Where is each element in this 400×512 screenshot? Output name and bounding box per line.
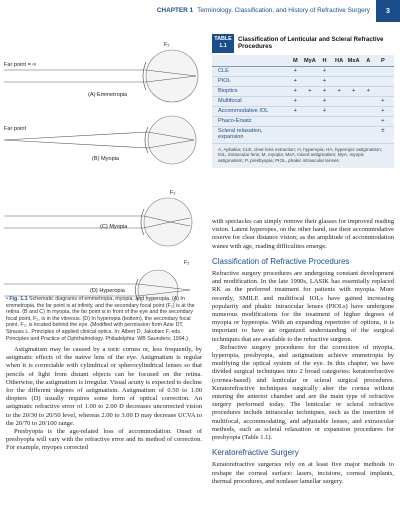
table-cell: + — [293, 88, 297, 95]
chapter-title: Terminology, Classification, and History of Refractive Surgery — [197, 7, 370, 14]
procedure-name: CLE — [218, 68, 229, 75]
procedure-name: Multifocal — [218, 98, 242, 105]
procedure-name: PIOL — [218, 78, 231, 85]
table-footnote: A, Aphakia; CLE, clear lens extraction; H, hyperopia; HA, hyperopic astigmatism; IOL, intraocular lens; M, myopia; MxA, mixed astigmatism; MyA, myopic astigmatism; P, presbyopia; PIOL, phakic intraocular lenses. — [218, 146, 382, 163]
table-cell: + — [322, 68, 327, 75]
panel-a-label: (A) Emmetropia — [88, 92, 128, 98]
table-tag — [212, 34, 234, 53]
table-cell: + — [293, 68, 297, 75]
table-cell: + — [322, 78, 327, 85]
table-row — [212, 107, 394, 117]
f2-label-d: F₂ — [184, 260, 190, 266]
keratorefractive-paragraph: Keratorefractive surgeries rely on at least five major methods to reshape the corneal surface: lasers, incisions, corneal implants, thermal procedures, and nonlaser lamellar surgery. — [212, 461, 394, 485]
far-point-infinity-label: Far point = ∞ — [4, 62, 37, 68]
col-header: MyA — [303, 58, 316, 65]
table-cell: + — [322, 108, 327, 115]
right-column-text — [212, 218, 394, 486]
table-title: Classification of Lenticular and Scleral Refractive Procedures — [238, 36, 384, 51]
table-cell: + — [293, 78, 297, 85]
panel-b-label: (B) Myopia — [92, 156, 120, 162]
panel-c-diagram — [4, 198, 192, 246]
table-row — [212, 87, 394, 97]
caption-text: Schematic diagrams of emmetropia, myopia, and hyperopia. (A) In emmetropia, the far point is at infinity, and the secondary focal point (F₂) is at the retina. (B and C) In myopia, the far point is in front of the eye and the secondary focal point, F₂, is in the vitreous. (D) In hyperopia (bottom), the secondary focal point, F₂, is located behind the eye. (Modified with permission from Azar DT, Strauss L. Principles of applied clinical optics. In: Albert D, Jakobiec F, eds. Principles and Practice of Ophthalmology. Philadelphia: WB Saunders; 1994.) — [6, 296, 195, 342]
col-header: M — [292, 58, 298, 65]
table-row — [212, 117, 394, 127]
procedure-name: Scleral relaxation, expansion — [218, 127, 263, 140]
figure-refractive-errors — [0, 40, 204, 302]
table-cell: + — [381, 108, 385, 115]
table-header — [212, 34, 394, 53]
table-cell: + — [322, 98, 327, 105]
col-header: P — [380, 58, 385, 65]
table-tag-line1: TABLE — [214, 36, 232, 42]
table-cell: + — [366, 88, 370, 95]
table-cell: + — [381, 118, 385, 125]
panel-d-label: (D) Hyperopia — [90, 288, 125, 294]
table-cell: + — [337, 88, 341, 95]
table-row — [212, 67, 394, 77]
ray-diagrams — [0, 40, 204, 302]
caption-tag: • Fig. 1.1 — [6, 296, 28, 302]
table-cell: + — [381, 98, 385, 105]
f2-label-c: F₂ — [170, 190, 176, 196]
table-grid — [212, 55, 394, 168]
col-header: MxA — [347, 58, 360, 65]
col-header: A — [366, 58, 371, 65]
chapter-number: CHAPTER 1 — [156, 7, 194, 14]
table-row — [212, 97, 394, 107]
continued-paragraph: with spectacles can simply remove their glasses for improved reading vision. Latent hyperopes, on the other hand, use their accommodative reserve for clear distance vision; as the amplitude of accommodation wanes with age, reading difficulties emerge. — [212, 218, 394, 250]
table-cell: ± — [381, 127, 385, 134]
section-heading-classification: Classification of Refractive Procedures — [212, 256, 350, 266]
table-cell: + — [322, 88, 327, 95]
figure-caption — [6, 296, 202, 342]
table-cell: + — [293, 98, 297, 105]
astigmatism-paragraph: Astigmatism may be caused by a toric cornea or, less frequently, by astigmatic effects of the native lens of the eye. Astigmatism is regular when it is correctable with cylindrical or spherocylindrical lenses so that pencils of light from distant objects can be focused on the retina. Otherwise, the astigmatism is irregular. Visual acuity is expected to decline for the different degrees of astigmatism. Astigmatism of 0.50 to 1.00 diopters (D) usually requires some form of optical correction. An astigmatic refractive error of 1.00 to 2.00 D decreases uncorrected vision to the 20/30 to 20/50 level, whereas 2.00 to 3.00 D may decrease UCVA to the 20/70 to 20/100 range. — [6, 346, 202, 427]
col-header: HA — [335, 58, 344, 65]
classification-paragraph-2: Refractive surgery procedures for the correction of myopia, hyperopia, presbyopia, and astigmatism achieve emmetropia by modifying the optical system of the eye. In this chapter, we have divided surgical techniques into 2 broad categories: keratorefractive (cornea-based) and lenticular or scleral surgical procedures. Keratorefractive techniques surgically alter the cornea without entering the anterior chamber and are the main type of refractive surgery performed today. The lenticular or scleral refractive procedures include intraocular techniques, such as the insertion of multifocal, accommodating, and adjustable lenses, and extraocular methods, such as scleral relaxation or expansion procedures for presbyopia (Table 1.1). — [212, 343, 394, 442]
table-cell: + — [293, 108, 297, 115]
procedure-name: Accommodative IOL — [218, 108, 269, 115]
procedure-name: Bioptics — [218, 88, 238, 95]
table-body — [212, 67, 394, 144]
left-column-text — [6, 346, 202, 453]
panel-c-label: (C) Myopia — [100, 224, 128, 230]
table-row — [212, 127, 394, 144]
table-tag-line2: 1.1 — [219, 42, 227, 49]
col-header: H — [322, 58, 327, 65]
running-head — [157, 7, 370, 14]
table-column-header — [212, 57, 394, 67]
page-header — [0, 0, 400, 22]
f2-label-a: F₂ — [164, 42, 170, 48]
table-cell: + — [308, 88, 312, 95]
presbyopia-paragraph: Presbyopia is the age-related loss of accommodation. Onset of presbyopia will vary with the refractive error and its method of correction. For example, myopes corrected — [6, 428, 202, 452]
section-heading-keratorefractive: Keratorefractive Surgery — [212, 448, 299, 458]
table-1-1 — [212, 34, 394, 168]
far-point-label: Far point — [4, 126, 27, 132]
table-row — [212, 77, 394, 87]
classification-paragraph-1: Refractive surgery procedures are undergoing constant development and modification. In the late 1990s, LASIK has essentially replaced RK as the preferred treatment for patients with myopia. More recently, SMILE and multifocal IOLs have gained increasing popularity and phakic intraocular lenses (PIOLs) have undergone numerous modifications for the treatment of higher degrees of myopia or hyperopia. With an expanding repertoire of options, it is important to have an organized understanding of the surgical techniques that are available to the refractive surgeon. — [212, 270, 394, 343]
page-number: 3 — [376, 0, 400, 22]
procedure-name: Phaco-Ersatz — [218, 118, 252, 125]
table-cell: + — [352, 88, 356, 95]
